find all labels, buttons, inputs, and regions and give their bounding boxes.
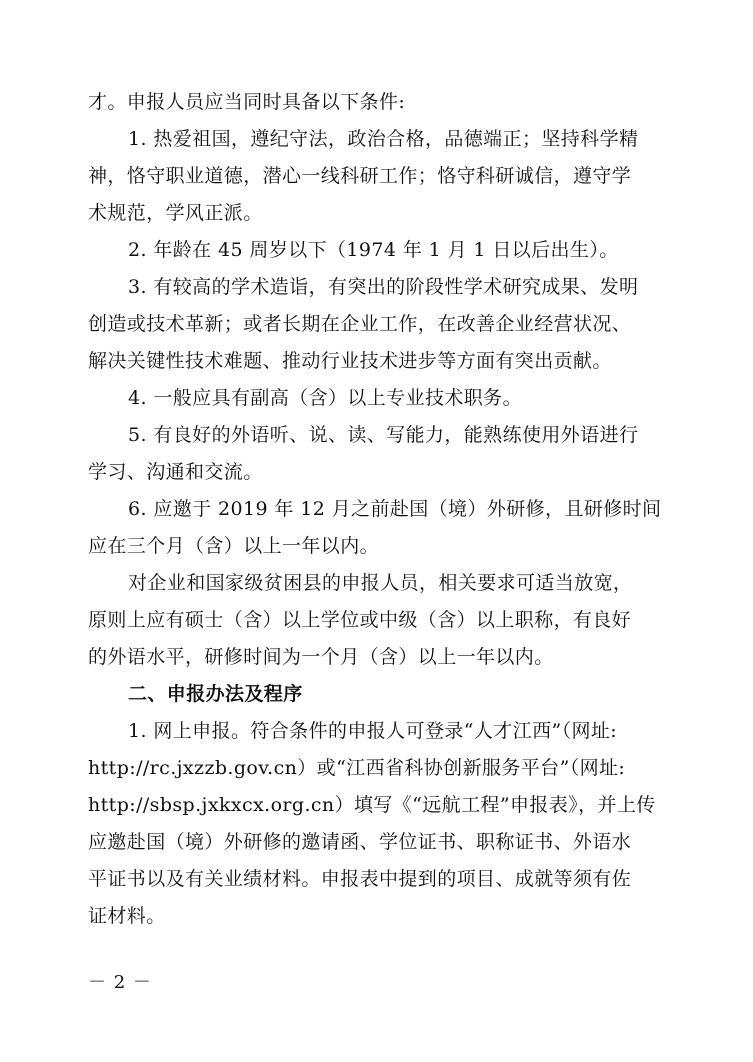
body-text-line: 对企业和国家级贫困县的申报人员，相关要求可适当放宽， bbox=[128, 572, 633, 594]
body-text-line: 应在三个月（含）以上一年以内。 bbox=[88, 535, 380, 557]
page-number: － 2 － bbox=[88, 972, 152, 993]
body-text-line: http://sbsp.jxkxcx.org.cn）填写《“远航工程”申报表》，并上传 bbox=[88, 794, 656, 816]
body-text-line: 的外语水平，研修时间为一个月（含）以上一年以内。 bbox=[88, 646, 554, 668]
body-text-line: 4. 一般应具有副高（含）以上专业技术职务。 bbox=[128, 387, 522, 409]
body-text-line: 5. 有良好的外语听、说、读、写能力，能熟练使用外语进行 bbox=[128, 424, 639, 446]
body-text-line: 证材料。 bbox=[88, 905, 166, 927]
body-text-line: 3. 有较高的学术造诣，有突出的阶段性学术研究成果、发明 bbox=[128, 276, 639, 298]
body-text-line: 创造或技术革新；或者长期在企业工作，在改善企业经营状况、 bbox=[88, 313, 632, 335]
body-text-line: 解决关键性技术难题、推动行业技术进步等方面有突出贡献。 bbox=[88, 350, 612, 372]
body-text-line: 1. 网上申报。符合条件的申报人可登录“人才江西”（网址: bbox=[128, 720, 618, 742]
body-text-line: 学习、沟通和交流。 bbox=[88, 461, 263, 483]
body-text-line: 神，恪守职业道德，潜心一线科研工作；恪守科研诚信，遵守学 bbox=[88, 165, 632, 187]
section-heading: 二、申报办法及程序 bbox=[128, 683, 303, 705]
body-text-line: 1. 热爱祖国，遵纪守法，政治合格，品德端正；坚持科学精 bbox=[128, 128, 639, 150]
body-text-line: 才。申报人员应当同时具备以下条件: bbox=[88, 91, 406, 113]
body-text-line: 2. 年龄在 45 周岁以下（1974 年 1 月 1 日以后出生）。 bbox=[128, 239, 619, 261]
body-text-line: 原则上应有硕士（含）以上学位或中级（含）以上职称，有良好 bbox=[88, 609, 632, 631]
body-text-line: 6. 应邀于 2019 年 12 月之前赴国（境）外研修，且研修时间 bbox=[128, 498, 662, 520]
body-text-line: 平证书以及有关业绩材料。申报表中提到的项目、成就等须有佐 bbox=[88, 868, 632, 890]
body-text-line: 术规范，学风正派。 bbox=[88, 202, 263, 224]
body-text-line: http://rc.jxzzb.gov.cn）或“江西省科协创新服务平台”（网址: bbox=[88, 757, 626, 779]
body-text-line: 应邀赴国（境）外研修的邀请函、学位证书、职称证书、外语水 bbox=[88, 831, 632, 853]
